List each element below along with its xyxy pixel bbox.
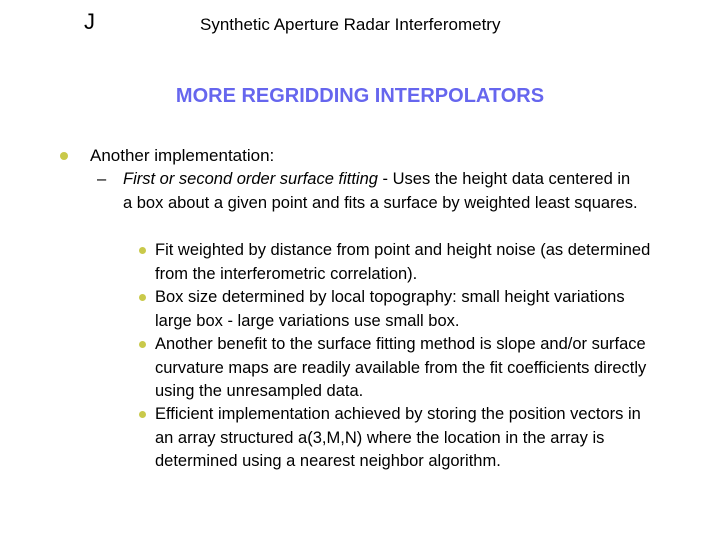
item-1-text: Fit weighted by distance from point and height noise (as determined from the interferometric correlation).: [155, 241, 651, 283]
item-4: [155, 403, 655, 474]
bullet-dot-icon: [139, 411, 146, 418]
bullet-dot-icon: [139, 294, 146, 301]
item-2: [155, 286, 655, 333]
sub-bullet-lead: First or second order surface fitting: [123, 170, 378, 188]
dash-icon: –: [97, 170, 107, 188]
sub-bullet-text: - Uses the height data centered in a box about a given point and fits a surface by weighted least squares.: [123, 170, 638, 212]
item-3-text: Another benefit to the surface fitting method is slope and/or surface curvature maps are readily available from the fit coefficients directly using the unresampled data.: [155, 335, 647, 400]
header-mark: J: [84, 9, 95, 34]
sub-bullet: [97, 168, 643, 215]
item-4-text: Efficient implementation achieved by storing the position vectors in an array structured a(3,M,N) where the location in the array is determined using a nearest neighbor algorithm.: [155, 405, 641, 470]
header-title: Synthetic Aperture Radar Interferometry: [200, 15, 501, 34]
item-1: [155, 239, 655, 286]
bullet-dot-icon: [139, 247, 146, 254]
bullet-1-text: Another implementation:: [90, 146, 275, 165]
item-2-text: Box size determined by local topography: small height variations large box - large variations use small box.: [155, 288, 625, 330]
bullet-1: [90, 144, 690, 168]
bullet-dot-icon: [60, 152, 68, 160]
bullet-dot-icon: [139, 341, 146, 348]
item-3: [155, 333, 655, 404]
slide-title: MORE REGRIDDING INTERPOLATORS: [175, 85, 545, 107]
